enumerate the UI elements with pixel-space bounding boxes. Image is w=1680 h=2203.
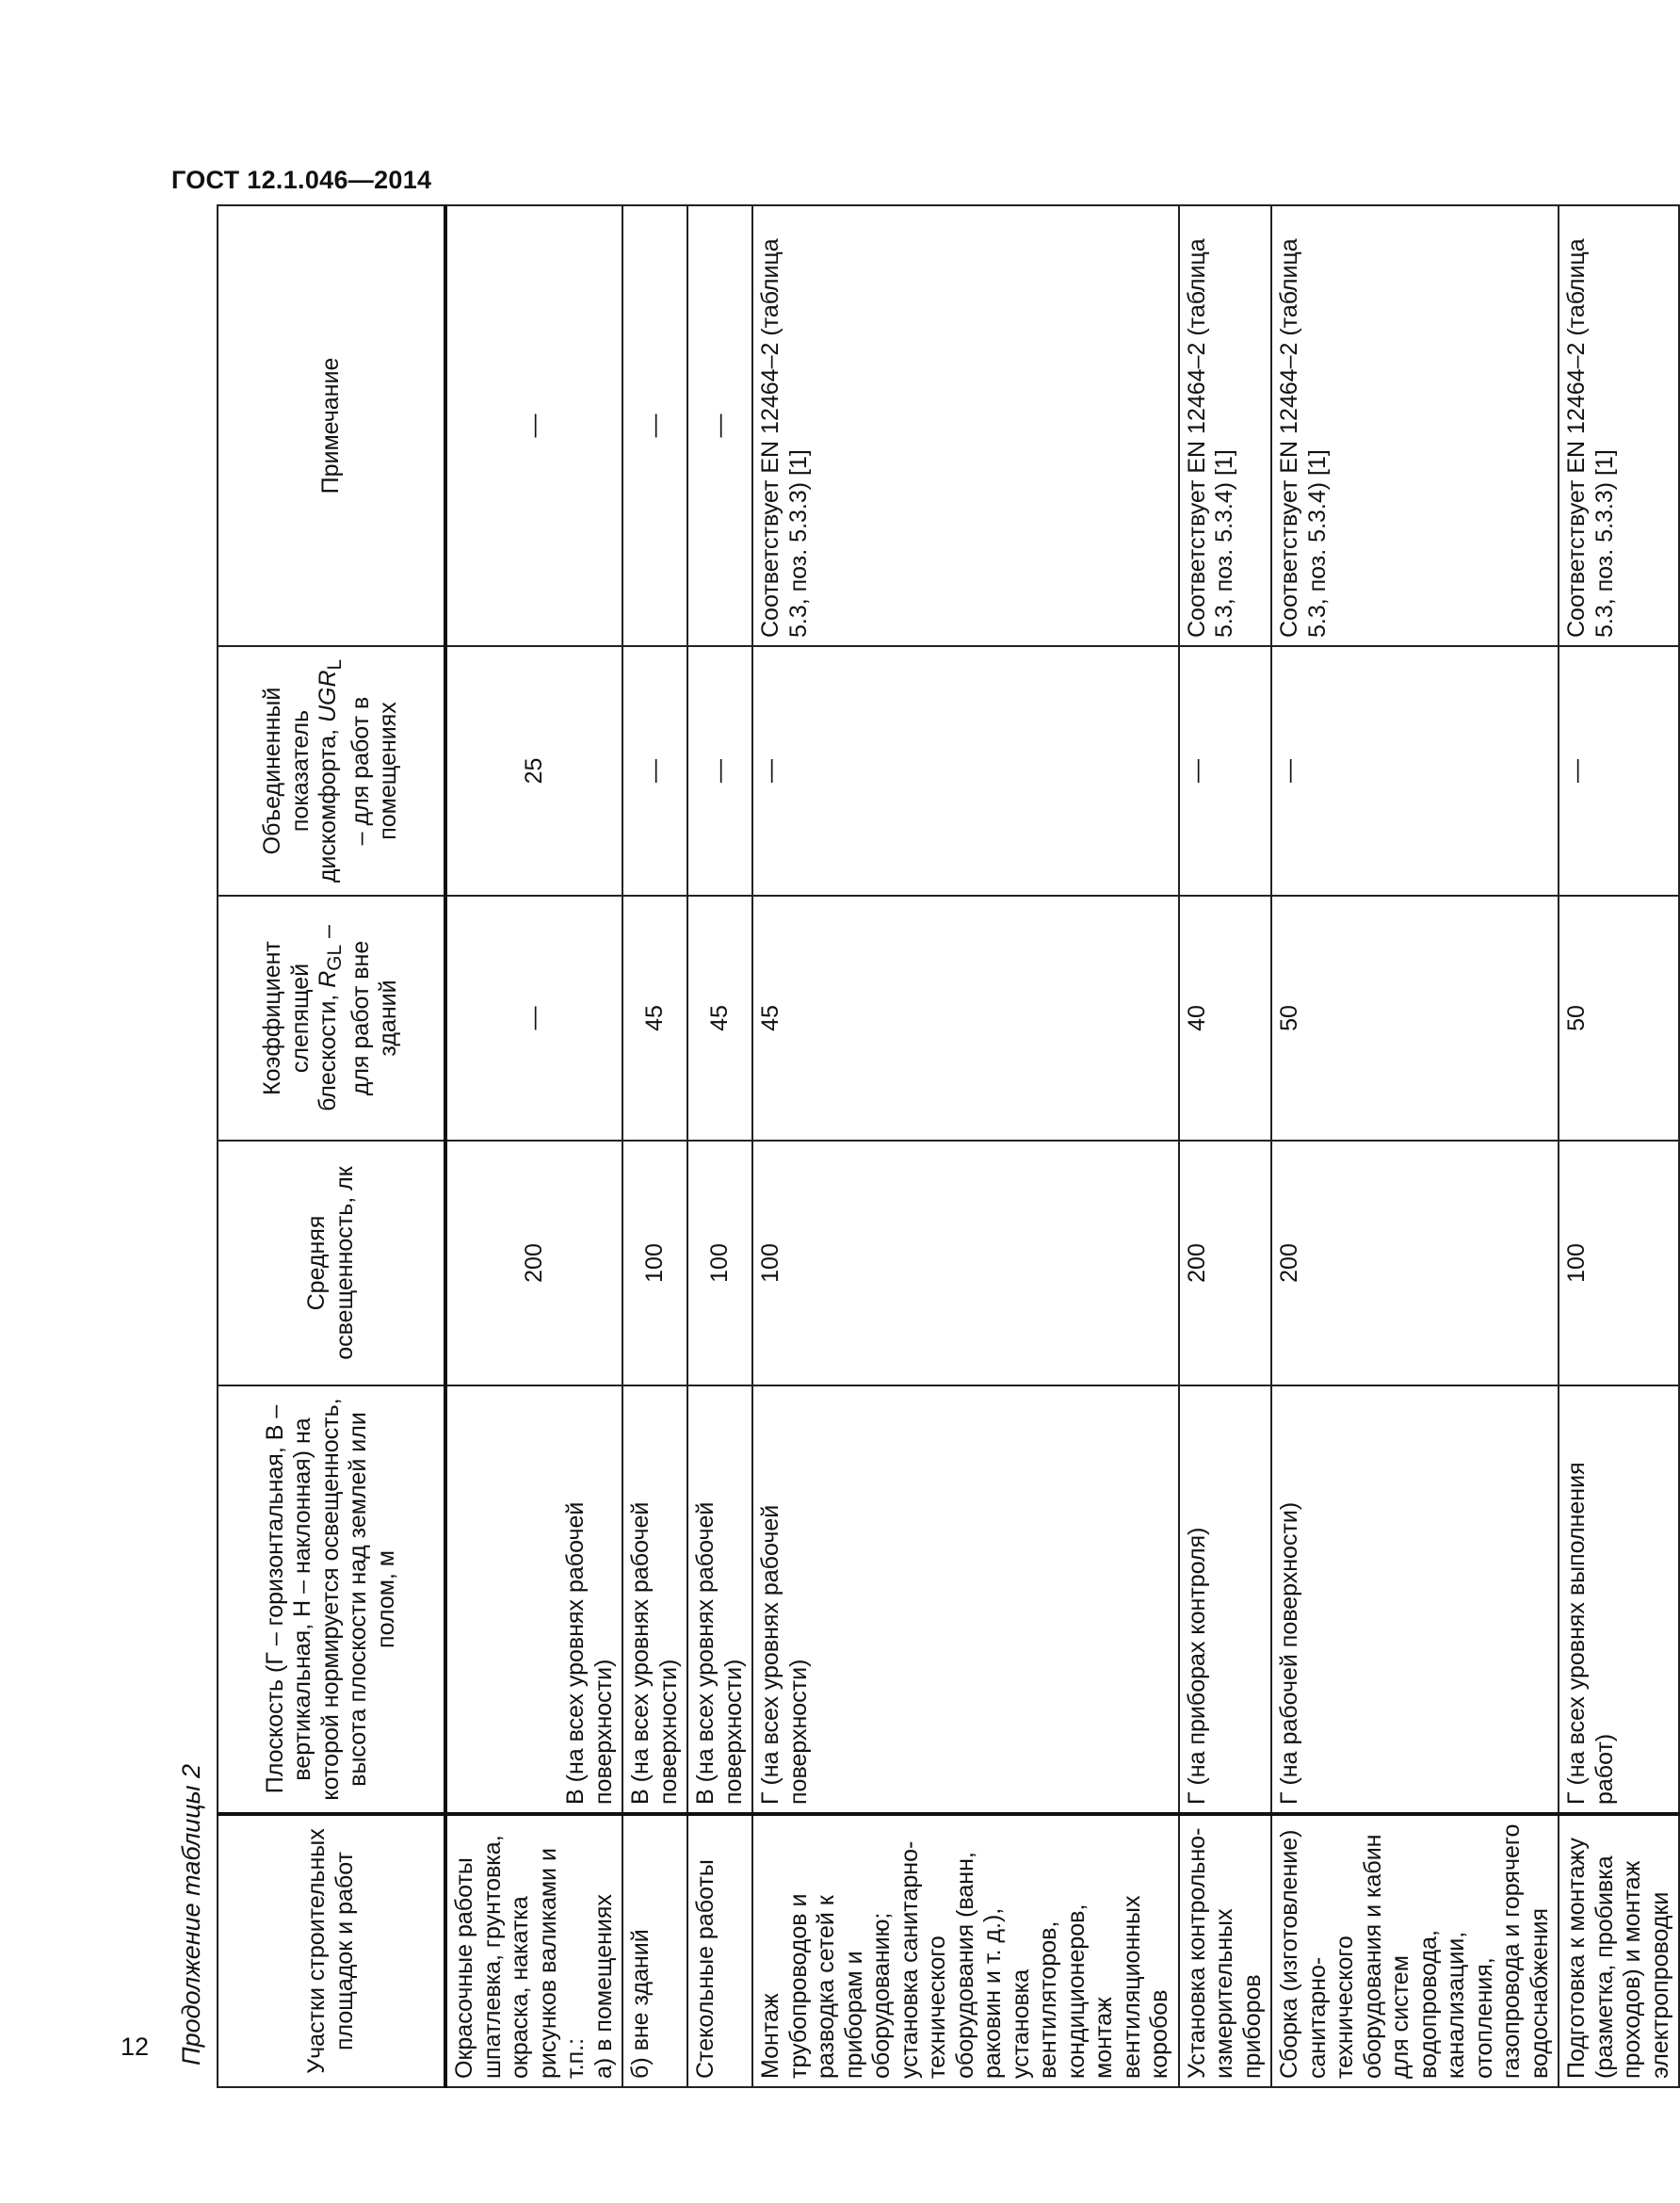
- cell-glare: 50: [1271, 896, 1559, 1141]
- cell-site: Установка контрольно-измерительных приборов: [1179, 1814, 1272, 2087]
- table-row: [445, 205, 622, 2087]
- header-note: Примечание: [218, 205, 445, 646]
- cell-site: Сборка (изготовление) санитарно-технического оборудования и кабин для систем водопровода, канализации, отопления, газопровода и горячего водоснабжения: [1271, 1814, 1559, 2087]
- cell-illuminance: 200: [1271, 1141, 1559, 1385]
- cell-plane: Г (на рабочей поверхности): [1271, 1385, 1559, 1814]
- cell-plane: В (на всех уровнях рабочей поверхности): [622, 1385, 687, 1814]
- cell-illuminance: 100: [687, 1141, 752, 1385]
- cell-glare: —: [445, 896, 622, 1141]
- cell-site: Монтаж трубопроводов и разводка сетей к приборам и оборудованию; установка санитарно-технического оборудования (ванн, раковин и т. д.), установка вентиляторов, кондиционеров, монтаж вентиляционных коробов: [752, 1814, 1179, 2087]
- cell-site: Окрасочные работы шпатлевка, грунтовка, окраска, накатка рисунков валиками и т.п.: а) в помещениях: [445, 1814, 622, 2087]
- table-row: [687, 205, 752, 2087]
- cell-note: —: [622, 205, 687, 646]
- cell-glare: 45: [622, 896, 687, 1141]
- table-row: [752, 205, 1179, 2087]
- cell-illuminance: 100: [752, 1141, 1179, 1385]
- cell-note: —: [445, 205, 622, 646]
- cell-note: Соответствует EN 12464–2 (таблица 5.3, поз. 5.3.3) [1]: [752, 205, 1179, 646]
- cell-note: —: [687, 205, 752, 646]
- illumination-table: [217, 204, 1680, 2088]
- cell-note: Соответствует EN 12464–2 (таблица 5.3, поз. 5.3.4) [1]: [1271, 205, 1559, 646]
- page-number: 12: [121, 2033, 150, 2061]
- cell-site: б) вне зданий: [622, 1814, 687, 2087]
- document-header: ГОСТ 12.1.046—2014: [171, 166, 432, 194]
- header-ugr: Объединенный показатель дискомфорта, $UGR_L$ – для работ в помещениях: [218, 646, 445, 896]
- table-row: [1179, 205, 1272, 2087]
- cell-illuminance: 100: [1559, 1141, 1679, 1385]
- header-illuminance: Средняя освещенность, лк: [218, 1141, 445, 1385]
- table-row: [1559, 205, 1679, 2087]
- cell-ugr: —: [1559, 646, 1679, 896]
- rotated-table-wrapper: [217, 206, 1673, 2088]
- cell-note: Соответствует EN 12464–2 (таблица 5.3, поз. 5.3.3) [1]: [1559, 205, 1679, 646]
- cell-plane: Г (на всех уровнях выполнения работ): [1559, 1385, 1679, 1814]
- table-header-row: [218, 205, 445, 2087]
- header-site: Участки строительных площадок и работ: [218, 1814, 445, 2087]
- table-row: [1271, 205, 1559, 2087]
- cell-ugr: —: [687, 646, 752, 896]
- cell-note: Соответствует EN 12464–2 (таблица 5.3, поз. 5.3.4) [1]: [1179, 205, 1272, 646]
- cell-ugr: —: [752, 646, 1179, 896]
- cell-ugr: —: [622, 646, 687, 896]
- cell-illuminance: 200: [1179, 1141, 1272, 1385]
- cell-glare: 45: [687, 896, 752, 1141]
- table-caption: Продолжение таблицы 2: [177, 1763, 205, 2065]
- cell-plane: Г (на всех уровнях рабочей поверхности): [752, 1385, 1179, 1814]
- cell-site: Стекольные работы: [687, 1814, 752, 2087]
- header-plane: Плоскость (Г – горизонтальная, В – вертикальная, Н – наклонная) на которой нормируется освещенность, высота плоскости над землей или полом, м: [218, 1385, 445, 1814]
- cell-ugr: —: [1179, 646, 1272, 896]
- cell-plane: В (на всех уровнях рабочей поверхности): [687, 1385, 752, 1814]
- cell-glare: 45: [752, 896, 1179, 1141]
- cell-ugr: —: [1271, 646, 1559, 896]
- cell-glare: 50: [1559, 896, 1679, 1141]
- header-glare: Коэффициент слепящей блескости, $R_{GL}$ – для работ вне зданий: [218, 896, 445, 1141]
- cell-site: Подготовка к монтажу (разметка, пробивка проходов) и монтаж электропроводки: [1559, 1814, 1679, 2087]
- cell-illuminance: 200: [445, 1141, 622, 1385]
- cell-plane: В (на всех уровнях рабочей поверхности): [445, 1385, 622, 1814]
- table-row: [622, 205, 687, 2087]
- cell-glare: 40: [1179, 896, 1272, 1141]
- cell-illuminance: 100: [622, 1141, 687, 1385]
- cell-plane: Г (на приборах контроля): [1179, 1385, 1272, 1814]
- cell-ugr: 25: [445, 646, 622, 896]
